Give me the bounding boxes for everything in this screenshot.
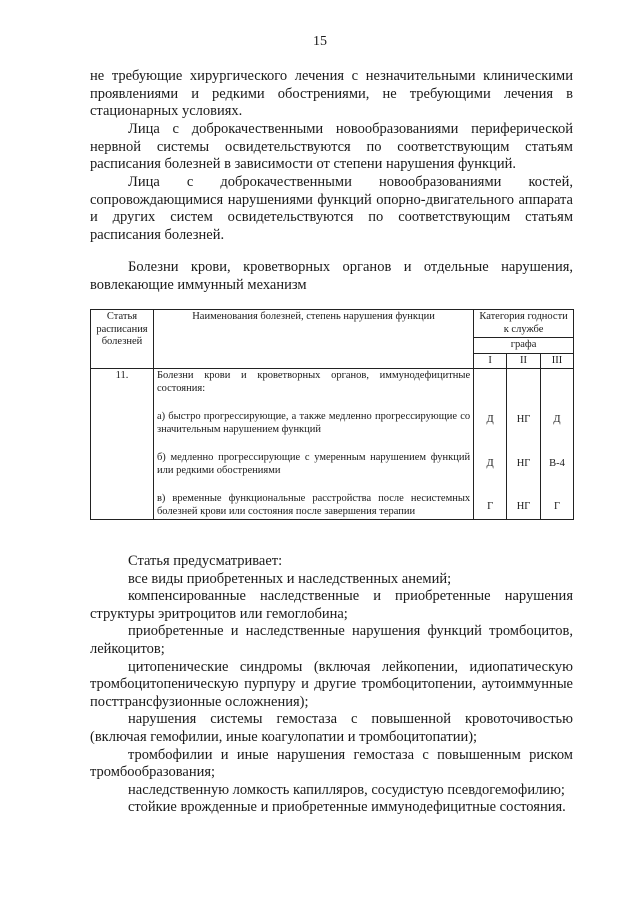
page-number: 15 xyxy=(313,34,327,49)
item-a-text: а) быстро прогрессирующие, а также медленно прогрессирующие со значительным нарушением функций xyxy=(156,411,471,435)
item-a-grafa-3: Д xyxy=(553,414,561,425)
table-row xyxy=(91,369,574,520)
section-heading: Болезни крови, кроветворных органов и отдельные нарушения, вовлекающие иммунный механизм xyxy=(90,259,573,293)
item-a-grafa-2: НГ xyxy=(516,414,531,425)
paragraph-peripheral-nervous: Лица с доброкачественными новообразованиями периферической нервной системы освидетельствуются по соответствующим статьям расписания болезней в зависимости от степени нарушения функций. xyxy=(90,121,573,173)
item-c-grafa-2: НГ xyxy=(516,501,531,512)
header-article: Статья расписания болезней xyxy=(91,310,154,369)
provision-item: тромбофилии и иные нарушения гемостаза с повышенным риском тромбообразования; xyxy=(90,746,573,781)
item-b-grafa-1: Д xyxy=(486,457,494,469)
paragraph-bone-neoplasms: Лица с доброкачественными новообразованиями костей, сопровождающимися нарушениями функций опорно-двигательного аппарата и других систем освидетельствуются по соответствующим статьям расписания болезней. xyxy=(90,174,573,243)
provision-item: приобретенные и наследственные нарушения функций тромбоцитов, лейкоцитов; xyxy=(90,623,573,657)
header-category: Категория годности к службе xyxy=(474,310,574,338)
provision-item: наследственную ломкость капилляров, сосудистую псевдогемофилию; xyxy=(128,781,565,798)
header-grafa: графа xyxy=(474,338,574,354)
disease-table xyxy=(90,309,574,520)
article-number: 11. xyxy=(91,369,154,520)
item-a-grafa-1: Д xyxy=(486,414,494,425)
row-title: Болезни крови и кроветворных органов, иммунодефицитные состояния: xyxy=(156,370,471,394)
header-grafa-3: III xyxy=(541,353,574,369)
paragraph-continuation: не требующие хирургического лечения с незначительными клиническими проявлениями и редкими обострениями, не требующими лечения в стационарных условиях. xyxy=(90,68,573,120)
provision-item: цитопенические синдромы (включая лейкопении, идиопатическую тромбоцитопеническую пурпуру и другие тромбоцитопении, аутоиммунные посттрансфузионные осложнения); xyxy=(90,658,573,710)
provision-item: компенсированные наследственные и приобретенные нарушения структуры эритроцитов или гемоглобина; xyxy=(90,588,573,622)
header-grafa-2: II xyxy=(507,353,541,369)
header-grafa-1: I xyxy=(474,353,507,369)
provision-item: нарушения системы гемостаза с повышенной кровоточивостью (включая гемофилии, иные коагулопатии и тромбоцитопатии); xyxy=(90,711,573,745)
item-c-grafa-1: Г xyxy=(487,501,494,512)
item-c-grafa-3: Г xyxy=(553,501,561,512)
provisions-intro: Статья предусматривает: xyxy=(128,553,283,569)
item-c-text: в) временные функциональные расстройства после несистемных болезней крови или состояния после завершения терапии xyxy=(156,493,471,517)
provision-item: стойкие врожденные и приобретенные иммунодефицитные состояния. xyxy=(128,799,566,816)
item-b-grafa-3: В-4 xyxy=(549,457,565,469)
header-disease-names: Наименования болезней, степень нарушения функции xyxy=(153,310,473,369)
item-b-grafa-2: НГ xyxy=(516,457,531,469)
article-provisions xyxy=(90,553,573,817)
provision-item: все виды приобретенных и наследственных анемий; xyxy=(128,570,452,587)
item-b-text: б) медленно прогрессирующие с умеренным нарушением функций или редкими обострениями xyxy=(156,452,471,476)
